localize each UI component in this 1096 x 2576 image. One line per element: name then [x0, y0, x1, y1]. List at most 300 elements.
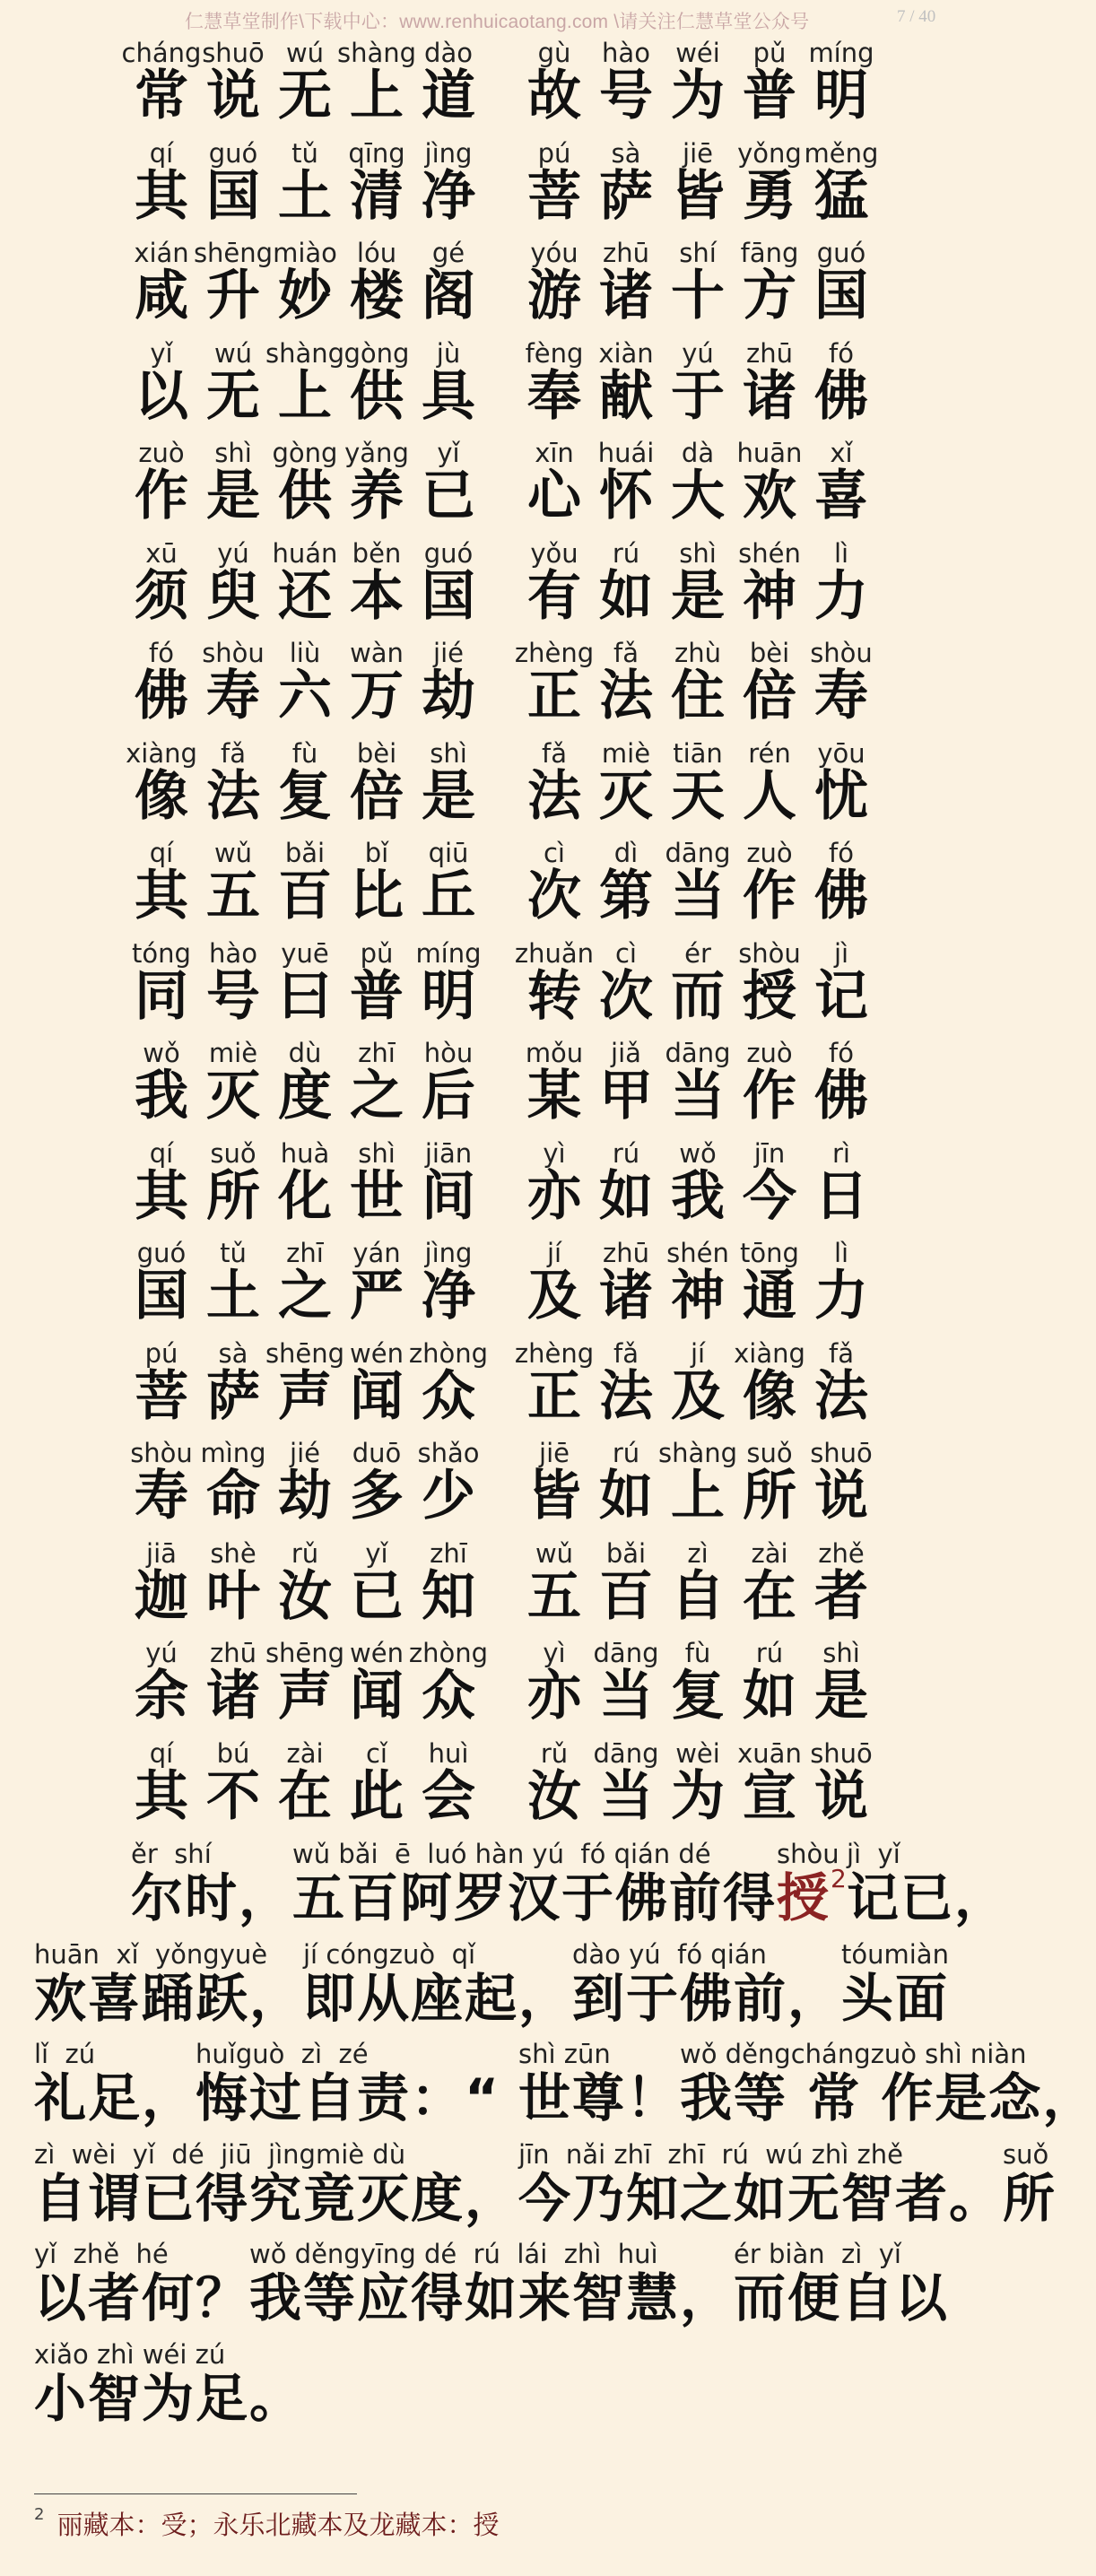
hanzi: 当 [671, 865, 725, 927]
pinyin: dù [288, 1038, 322, 1068]
hanzi: 明 [814, 65, 868, 127]
pinyin: shén [738, 537, 801, 569]
hanzi: 命 [206, 1465, 260, 1527]
pinyin: rén [748, 737, 791, 769]
hanzi: 供 [350, 364, 404, 428]
prose-line [0, 1936, 969, 2035]
pinyin: fǎ [542, 737, 567, 769]
hanzi: 闻 [350, 1364, 404, 1428]
hanzi: 佛 [135, 665, 188, 727]
pinyin: yǐ [150, 337, 173, 369]
hanzi: 法 [599, 665, 653, 727]
verse-half-left [126, 735, 484, 834]
pinyin: ěr shí [131, 1839, 212, 1869]
hanzi: 其 [135, 164, 188, 228]
pinyin: zhū [603, 238, 649, 268]
pinyin: miè [601, 737, 651, 769]
hanzi: 清 [350, 164, 404, 228]
pinyin: lóu [356, 238, 397, 268]
hanzi: 当 [599, 1665, 653, 1727]
hanzi: 如 [599, 1465, 653, 1527]
verse-line [0, 1634, 969, 1734]
annotated-character [805, 1034, 877, 1134]
hanzi: 普 [743, 65, 796, 127]
hanzi-text: 自谓已得究竟灭度， [34, 2167, 519, 2229]
hanzi: 当 [671, 1065, 725, 1127]
pinyin: huān [736, 438, 803, 468]
pinyin: huán [272, 537, 338, 569]
pinyin: wén [350, 1337, 404, 1369]
verse-half-right [518, 735, 877, 834]
verse-half-right [514, 935, 877, 1034]
hanzi: 说 [814, 1764, 868, 1828]
hanzi-text: 即从座起， [303, 1967, 573, 2029]
verse-line [0, 1434, 969, 1534]
hanzi-text: 我等应得如来智慧， [249, 2267, 735, 2328]
pinyin: hào [209, 937, 257, 969]
pinyin: lì [833, 1238, 849, 1268]
pinyin: míng [808, 38, 874, 68]
pinyin: xīn [535, 438, 574, 468]
hanzi: 亦 [527, 1665, 581, 1727]
pinyin: bèi [356, 737, 397, 769]
footnote [34, 2505, 499, 2542]
hanzi: 住 [671, 665, 725, 727]
pinyin: fù [684, 1638, 711, 1668]
hanzi: 所 [743, 1465, 796, 1527]
hanzi: 佛 [814, 865, 868, 927]
pinyin: zhě [818, 1537, 865, 1569]
pinyin: zì [687, 1537, 709, 1569]
hanzi-text: 世尊！ [518, 2067, 681, 2128]
pinyin: zhòng [408, 1638, 489, 1668]
pinyin: jí cóngzuò qǐ [303, 1938, 476, 1970]
pinyin: cháng [121, 38, 202, 68]
pinyin: rú [612, 537, 640, 569]
hanzi: 故 [527, 65, 581, 127]
hanzi: 佛 [814, 1065, 868, 1127]
hanzi: 劫 [422, 665, 475, 727]
pinyin: zhuǎn [514, 937, 595, 969]
hanzi: 声 [278, 1364, 332, 1428]
hanzi: 阁 [422, 265, 475, 327]
verse-half-left [126, 135, 484, 234]
pinyin: fèng [525, 337, 584, 369]
verse-half-left [121, 34, 484, 134]
annotated-character [805, 434, 877, 534]
pinyin: shòu [130, 1438, 193, 1468]
verse-line [0, 1034, 969, 1134]
pinyin: zhū [746, 337, 793, 369]
pinyin: zhī [430, 1537, 467, 1569]
pinyin: shì [822, 1638, 860, 1668]
verse-half-left [126, 1034, 484, 1134]
hanzi: 如 [599, 1164, 653, 1228]
hanzi: 明 [422, 964, 475, 1028]
pinyin: ér biàn zì yǐ [734, 2239, 901, 2269]
verse-line [0, 735, 969, 834]
verse-half-right [518, 1634, 877, 1734]
hanzi: 是 [422, 764, 475, 828]
hanzi: 五 [206, 865, 260, 927]
pinyin: pú [537, 137, 571, 169]
pinyin: huān xǐ yǒngyuè [34, 1938, 268, 1970]
pinyin: cì [543, 838, 565, 868]
annotated-character [805, 834, 877, 934]
hanzi: 在 [743, 1564, 796, 1628]
verse-half-left [126, 1234, 484, 1334]
pinyin: dāng [665, 838, 731, 868]
page-header [0, 4, 969, 36]
hanzi: 汝 [278, 1564, 332, 1628]
prose-line [0, 2136, 1057, 2235]
pinyin: yú [217, 537, 249, 569]
pinyin: sà [218, 1337, 248, 1369]
pinyin: fó [829, 337, 854, 369]
hanzi: 供 [278, 465, 332, 527]
hanzi-text: 欢喜踊跃， [34, 1967, 304, 2029]
hanzi: 今 [743, 1164, 796, 1228]
pinyin: shè [210, 1537, 257, 1569]
verse-line [0, 1335, 969, 1434]
hanzi: 汝 [527, 1764, 581, 1828]
hanzi: 道 [422, 65, 475, 127]
verse-half-right [518, 135, 877, 234]
hanzi: 菩 [527, 164, 581, 228]
hanzi: 上 [278, 364, 332, 428]
header-source-text: 仁慧草堂制作\下载中心：www.renhuicaotang.com \请关注仁慧草堂公众号 [185, 12, 810, 32]
pinyin: pǔ [360, 937, 394, 969]
verse-half-right [518, 1234, 877, 1334]
hanzi: 之 [278, 1265, 332, 1327]
verse-half-left [126, 1335, 489, 1434]
hanzi: 神 [743, 564, 796, 628]
pinyin: zuò [746, 838, 793, 868]
pinyin: yǒng [737, 137, 802, 169]
hanzi: 宣 [743, 1764, 796, 1828]
verse-line [0, 335, 969, 434]
pinyin: dāng [593, 1638, 659, 1668]
pinyin: zhī [358, 1038, 396, 1068]
pinyin: shuō [810, 1737, 873, 1769]
hanzi: 国 [814, 265, 868, 327]
pinyin: qīng [348, 137, 405, 169]
pinyin: miè [208, 1038, 258, 1068]
prose-line [0, 1835, 1009, 1935]
pinyin: zài [751, 1537, 788, 1569]
annotated-character [805, 535, 877, 634]
pinyin: zhèng [514, 1337, 595, 1369]
annotated-character [805, 1234, 877, 1334]
hanzi: 次 [527, 865, 581, 927]
verse-half-right [518, 34, 877, 134]
hanzi: 诸 [743, 364, 796, 428]
hanzi: 欢 [743, 465, 796, 527]
pinyin: jù [436, 337, 461, 369]
pinyin: shòu [202, 638, 265, 668]
pinyin: guó [208, 137, 258, 169]
pinyin: wǔ [535, 1537, 574, 1569]
hanzi: 所 [206, 1164, 260, 1228]
verse-half-left [126, 1735, 484, 1834]
pinyin: tǔ [291, 137, 318, 169]
hanzi: 倍 [350, 764, 404, 828]
hanzi: 甲 [599, 1065, 653, 1127]
pinyin: shì [214, 438, 252, 468]
hanzi: 如 [743, 1665, 796, 1727]
pinyin: shì [430, 737, 467, 769]
pinyin: rú [612, 1137, 640, 1169]
hanzi: 诸 [599, 1265, 653, 1327]
pinyin: suǒ [210, 1137, 257, 1169]
pinyin: yǎng [344, 438, 409, 468]
hanzi: 大 [671, 465, 725, 527]
pinyin: yǐ [365, 1537, 388, 1569]
hanzi: 复 [671, 1665, 725, 1727]
verse-half-left [126, 1434, 484, 1534]
verse-line [0, 1735, 969, 1834]
hanzi: 国 [135, 1265, 188, 1327]
pinyin: wǒ děngchángzuò shì niàn [680, 2039, 1027, 2069]
hanzi: 怀 [599, 465, 653, 527]
hanzi: 余 [135, 1665, 188, 1727]
pinyin: shēng [265, 1638, 345, 1668]
pinyin: wǔ bǎi ē luó hàn yú fó qián dé [292, 1839, 711, 1869]
verse-half-right [518, 1434, 877, 1534]
annotated-character [413, 1535, 484, 1634]
pinyin: tóng [132, 937, 191, 969]
hanzi-text: 礼足， [34, 2067, 196, 2128]
verse-line [0, 434, 969, 534]
hanzi: 像 [743, 1364, 796, 1428]
verse-line [0, 1535, 969, 1634]
pinyin: gòng [272, 438, 338, 468]
hanzi: 佛 [814, 364, 868, 428]
hanzi: 倍 [743, 665, 796, 727]
verse-line [0, 1135, 969, 1234]
pinyin: yǐ [437, 438, 460, 468]
pinyin: shàng [336, 38, 417, 68]
pinyin: wéi [675, 38, 720, 68]
hanzi: 萨 [599, 164, 653, 228]
hanzi: 上 [671, 1465, 725, 1527]
pinyin: dāng [665, 1038, 731, 1068]
hanzi: 万 [350, 665, 404, 727]
hanzi: 人 [743, 764, 796, 828]
pinyin: hào [602, 38, 650, 68]
verse-line [0, 535, 969, 634]
pinyin: jīn nǎi zhī zhī rú wú zhì zhě [518, 2138, 903, 2170]
hanzi: 土 [278, 164, 332, 228]
hanzi: 法 [527, 764, 581, 828]
annotated-character [413, 935, 484, 1034]
hanzi: 勇 [743, 164, 796, 228]
pinyin: jí [690, 1337, 706, 1369]
annotated-character [413, 735, 484, 834]
hanzi: 后 [422, 1065, 475, 1127]
hanzi: 正 [527, 665, 581, 727]
pinyin: dào yú fó qián [572, 1938, 767, 1970]
pinyin: zhòng [408, 1337, 489, 1369]
hanzi: 在 [278, 1764, 332, 1828]
verse-line [0, 634, 969, 734]
pinyin: fó [149, 638, 174, 668]
verse-half-right [518, 1735, 877, 1834]
pinyin: rì [832, 1137, 850, 1169]
verse-half-right [518, 535, 877, 634]
hanzi: 是 [814, 1665, 868, 1727]
pinyin: wàn [350, 638, 404, 668]
hanzi: 自 [671, 1564, 725, 1628]
hanzi: 次 [599, 964, 653, 1028]
hanzi: 授 [743, 964, 796, 1028]
hanzi: 曰 [278, 964, 332, 1028]
hanzi: 少 [422, 1465, 475, 1527]
hanzi: 诸 [206, 1665, 260, 1727]
pinyin: fǎ [613, 638, 639, 668]
pinyin: wèi [675, 1737, 720, 1769]
hanzi: 是 [206, 465, 260, 527]
hanzi: 转 [527, 964, 581, 1028]
pinyin: yú [145, 1638, 178, 1668]
pinyin: yǐ zhě hé [34, 2239, 169, 2269]
hanzi: 普 [350, 964, 404, 1028]
verse-line [0, 1234, 969, 1334]
hanzi: 神 [671, 1265, 725, 1327]
pinyin: shí [679, 238, 717, 268]
pinyin: zài [286, 1737, 324, 1769]
prose-line [0, 2035, 1096, 2135]
hanzi: 有 [527, 564, 581, 628]
hanzi: 丘 [422, 865, 475, 927]
hanzi: 叶 [206, 1564, 260, 1628]
annotated-character [805, 234, 877, 334]
annotated-character [805, 1335, 877, 1434]
hanzi: 通 [743, 1265, 796, 1327]
pinyin: huà [280, 1137, 330, 1169]
hanzi: 众 [422, 1665, 475, 1727]
verse-line [0, 834, 969, 934]
hanzi-text: 悔过自责：“ [196, 2067, 501, 2128]
verse-line [0, 935, 969, 1034]
pinyin: jié [290, 1438, 320, 1468]
pinyin: xiàn [598, 337, 654, 369]
pinyin: zì wèi yǐ dé jiū jìngmiè dù [34, 2138, 406, 2170]
pinyin: jiē [683, 137, 713, 169]
pinyin: xiàng [126, 737, 197, 769]
pinyin: huǐguò zì zé [196, 2039, 369, 2069]
hanzi: 会 [422, 1764, 475, 1828]
hanzi: 为 [671, 65, 725, 127]
verse-half-right [518, 234, 877, 334]
hanzi: 已 [350, 1564, 404, 1628]
hanzi: 其 [135, 1764, 188, 1828]
prose-line [0, 2336, 969, 2435]
hanzi: 劫 [278, 1465, 332, 1527]
hanzi: 如 [599, 564, 653, 628]
pinyin: yì [543, 1638, 566, 1668]
hanzi: 皆 [671, 164, 725, 228]
hanzi: 皆 [527, 1465, 581, 1527]
hanzi: 以 [135, 364, 188, 428]
verse-half-left [126, 634, 484, 734]
pinyin: wú [213, 337, 253, 369]
hanzi-text: 记已， [847, 1867, 1009, 1928]
hanzi: 号 [206, 964, 260, 1028]
hanzi: 无 [206, 364, 260, 428]
pinyin: xuān [737, 1737, 802, 1769]
hanzi: 严 [350, 1265, 404, 1327]
hanzi: 知 [422, 1564, 475, 1628]
pinyin: jí [546, 1238, 562, 1268]
hanzi-text: 我等 常 作是念， [680, 2067, 1096, 2128]
pinyin: jiā [146, 1537, 177, 1569]
hanzi: 养 [350, 465, 404, 527]
pinyin: gé [431, 238, 465, 268]
pinyin: bèi [749, 638, 790, 668]
hanzi: 当 [599, 1764, 653, 1828]
hanzi: 为 [671, 1764, 725, 1828]
annotated-character [413, 1735, 484, 1834]
pinyin: xiǎo zhì wéi zú [34, 2338, 226, 2370]
pinyin: sà [611, 137, 641, 169]
annotated-character [408, 1335, 489, 1434]
hanzi: 须 [135, 564, 188, 628]
pinyin: shòu [738, 937, 801, 969]
hanzi: 化 [278, 1164, 332, 1228]
pinyin: tǔ [220, 1238, 247, 1268]
verse-line [0, 34, 969, 134]
hanzi: 六 [278, 665, 332, 727]
verse-half-left [126, 1135, 484, 1234]
hanzi: 法 [814, 1364, 868, 1428]
verse-half-left [126, 535, 484, 634]
hanzi: 正 [527, 1364, 581, 1428]
hanzi: 第 [599, 865, 653, 927]
pinyin: tiān [673, 737, 723, 769]
hanzi: 方 [743, 265, 796, 327]
pinyin: qiū [428, 838, 469, 868]
footnote-marker[interactable]: 2 [831, 1864, 847, 1893]
annotated-character [413, 234, 484, 334]
pinyin: shòu [810, 638, 873, 668]
annotated-character [805, 634, 877, 734]
hanzi: 迦 [135, 1564, 188, 1628]
hanzi: 此 [350, 1764, 404, 1828]
hanzi: 法 [206, 764, 260, 828]
annotated-character [413, 1434, 484, 1534]
pinyin: shēng [193, 238, 274, 268]
pinyin: pú [144, 1337, 178, 1369]
hanzi: 已 [422, 465, 475, 527]
hanzi: 百 [278, 865, 332, 927]
annotated-character [408, 1634, 489, 1734]
hanzi: 法 [599, 1364, 653, 1428]
annotated-character [413, 34, 484, 134]
hanzi: 五 [527, 1564, 581, 1628]
hanzi-text: 今乃知之如无智者。 [518, 2167, 1004, 2229]
hanzi: 之 [350, 1065, 404, 1127]
hanzi: 具 [422, 364, 475, 428]
pinyin: fǎ [613, 1337, 639, 1369]
pinyin: zhèng [514, 638, 595, 668]
pinyin: dà [681, 438, 715, 468]
hanzi: 灭 [599, 764, 653, 828]
verse-half-right [518, 1535, 877, 1634]
pinyin: qí [149, 137, 174, 169]
hanzi: 游 [527, 265, 581, 327]
hanzi: 力 [814, 1265, 868, 1327]
